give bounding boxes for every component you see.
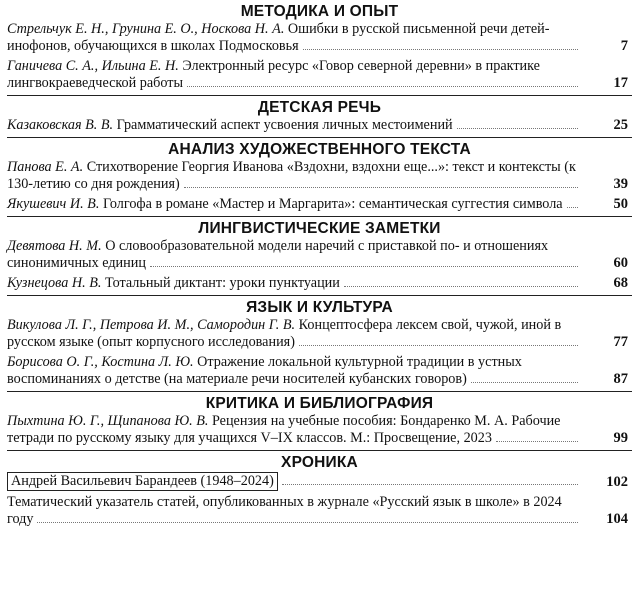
entry-authors: Стрельчук Е. Н., Грунина Е. О., Носкова Н. А. bbox=[7, 21, 285, 37]
toc-entry[interactable] bbox=[7, 494, 632, 528]
entry-authors: Пыхтина Ю. Г., Щипанова Ю. В. bbox=[7, 413, 209, 429]
page-number: 77 bbox=[613, 334, 628, 350]
toc-section bbox=[7, 216, 632, 292]
entry-title: Стихотворение Георгия Иванова «Вздохни, вздохни еще...»: текст и контексты (к 130-летию со дня рождения) bbox=[7, 159, 576, 192]
toc-entry[interactable] bbox=[7, 354, 632, 388]
page-number: 17 bbox=[613, 75, 628, 91]
entry-authors: Девятова Н. М. bbox=[7, 238, 102, 254]
section-title: КРИТИКА И БИБЛИОГРАФИЯ bbox=[205, 395, 434, 412]
section-title: ХРОНИКА bbox=[281, 454, 358, 471]
page-number: 99 bbox=[613, 430, 628, 446]
page-number: 102 bbox=[606, 474, 628, 490]
entry-title: Ошибки в русской письменной речи детей-инофонов, обучающихся в школах Подмосковья bbox=[7, 21, 550, 54]
page-number: 104 bbox=[606, 511, 628, 527]
entry-authors: Ганичева С. А., Ильина Е. Н. bbox=[7, 58, 179, 74]
page-number: 50 bbox=[613, 196, 628, 212]
entry-title: Грамматический аспект усвоения личных местоимений bbox=[113, 117, 453, 133]
toc-entry[interactable] bbox=[7, 413, 632, 447]
toc-section bbox=[7, 137, 632, 213]
section-title: ЛИНГВИСТИЧЕСКИЕ ЗАМЕТКИ bbox=[198, 220, 441, 237]
page-number: 25 bbox=[613, 117, 628, 133]
leader-dots bbox=[471, 381, 578, 383]
entry-title: О словообразовательной модели наречий с приставкой по- и отношениях синонимичных единиц bbox=[7, 238, 549, 271]
toc-section bbox=[7, 450, 632, 528]
entry-title: Голгофа в романе «Мастер и Маргарита»: семантическая суггестия символа bbox=[99, 196, 563, 212]
toc-entry[interactable] bbox=[7, 238, 632, 272]
leader-dots bbox=[344, 285, 578, 287]
leader-dots bbox=[37, 521, 578, 523]
toc-entry[interactable] bbox=[7, 196, 632, 213]
toc-entry[interactable] bbox=[7, 317, 632, 351]
entry-authors: Казаковская В. В. bbox=[7, 117, 114, 133]
entry-authors: Панова Е. А. bbox=[7, 159, 84, 175]
toc-entry[interactable] bbox=[7, 58, 632, 92]
section-title: ДЕТСКАЯ РЕЧЬ bbox=[257, 99, 382, 116]
leader-dots bbox=[282, 483, 578, 485]
toc-entry[interactable] bbox=[7, 159, 632, 193]
section-title: АНАЛИЗ ХУДОЖЕСТВЕННОГО ТЕКСТА bbox=[168, 141, 471, 158]
toc-section bbox=[7, 295, 632, 388]
page-number: 60 bbox=[613, 255, 628, 271]
page-number: 7 bbox=[620, 38, 628, 54]
entry-title: Рецензия на учебные пособия: Бондаренко М. А. Рабочие тетради по русскому языку для учащихся V–IX классов. М.: Просвещение, 2023 bbox=[7, 413, 561, 446]
leader-dots bbox=[187, 85, 578, 87]
toc-section bbox=[7, 95, 632, 134]
leader-dots bbox=[150, 265, 578, 267]
leader-dots bbox=[567, 206, 578, 208]
entry-authors: Борисова О. Г., Костина Л. Ю. bbox=[7, 354, 194, 370]
entry-title: Тематический указатель статей, опубликованных в журнале «Русский язык в школе» в 2024 году bbox=[7, 494, 562, 527]
page-number: 39 bbox=[613, 176, 628, 192]
toc-entry[interactable] bbox=[7, 117, 632, 134]
entry-title: Концептосфера лексем свой, чужой, иной в русском языке (опыт корпусного исследования) bbox=[7, 317, 562, 350]
toc-entry[interactable] bbox=[7, 275, 632, 292]
leader-dots bbox=[303, 48, 578, 50]
section-title: ЯЗЫК И КУЛЬТУРА bbox=[246, 299, 393, 316]
leader-dots bbox=[496, 440, 578, 442]
toc-section bbox=[7, 391, 632, 447]
page-number: 68 bbox=[613, 275, 628, 291]
page-number: 87 bbox=[613, 371, 628, 387]
section-title: МЕТОДИКА И ОПЫТ bbox=[240, 3, 399, 20]
leader-dots bbox=[184, 186, 578, 188]
toc-entry[interactable] bbox=[7, 472, 632, 491]
entry-title: Электронный ресурс «Говор северной деревни» в практике лингвокраеведческой работы bbox=[7, 58, 540, 91]
entry-title: Андрей Васильевич Барандеев (1948–2024) bbox=[7, 472, 278, 491]
entry-title: Отражение локальной культурной традиции в устных воспоминаниях о детстве (на материале речи носителей кубанских говоров) bbox=[7, 354, 522, 387]
toc-entry[interactable] bbox=[7, 21, 632, 55]
entry-authors: Якушевич И. В. bbox=[7, 196, 100, 212]
entry-authors: Викулова Л. Г., Петрова И. М., Самородин Г. В. bbox=[7, 317, 296, 333]
entry-title: Тотальный диктант: уроки пунктуации bbox=[101, 275, 340, 291]
leader-dots bbox=[299, 344, 578, 346]
entry-authors: Кузнецова Н. В. bbox=[7, 275, 102, 291]
toc-section bbox=[7, 0, 632, 92]
leader-dots bbox=[457, 127, 578, 129]
